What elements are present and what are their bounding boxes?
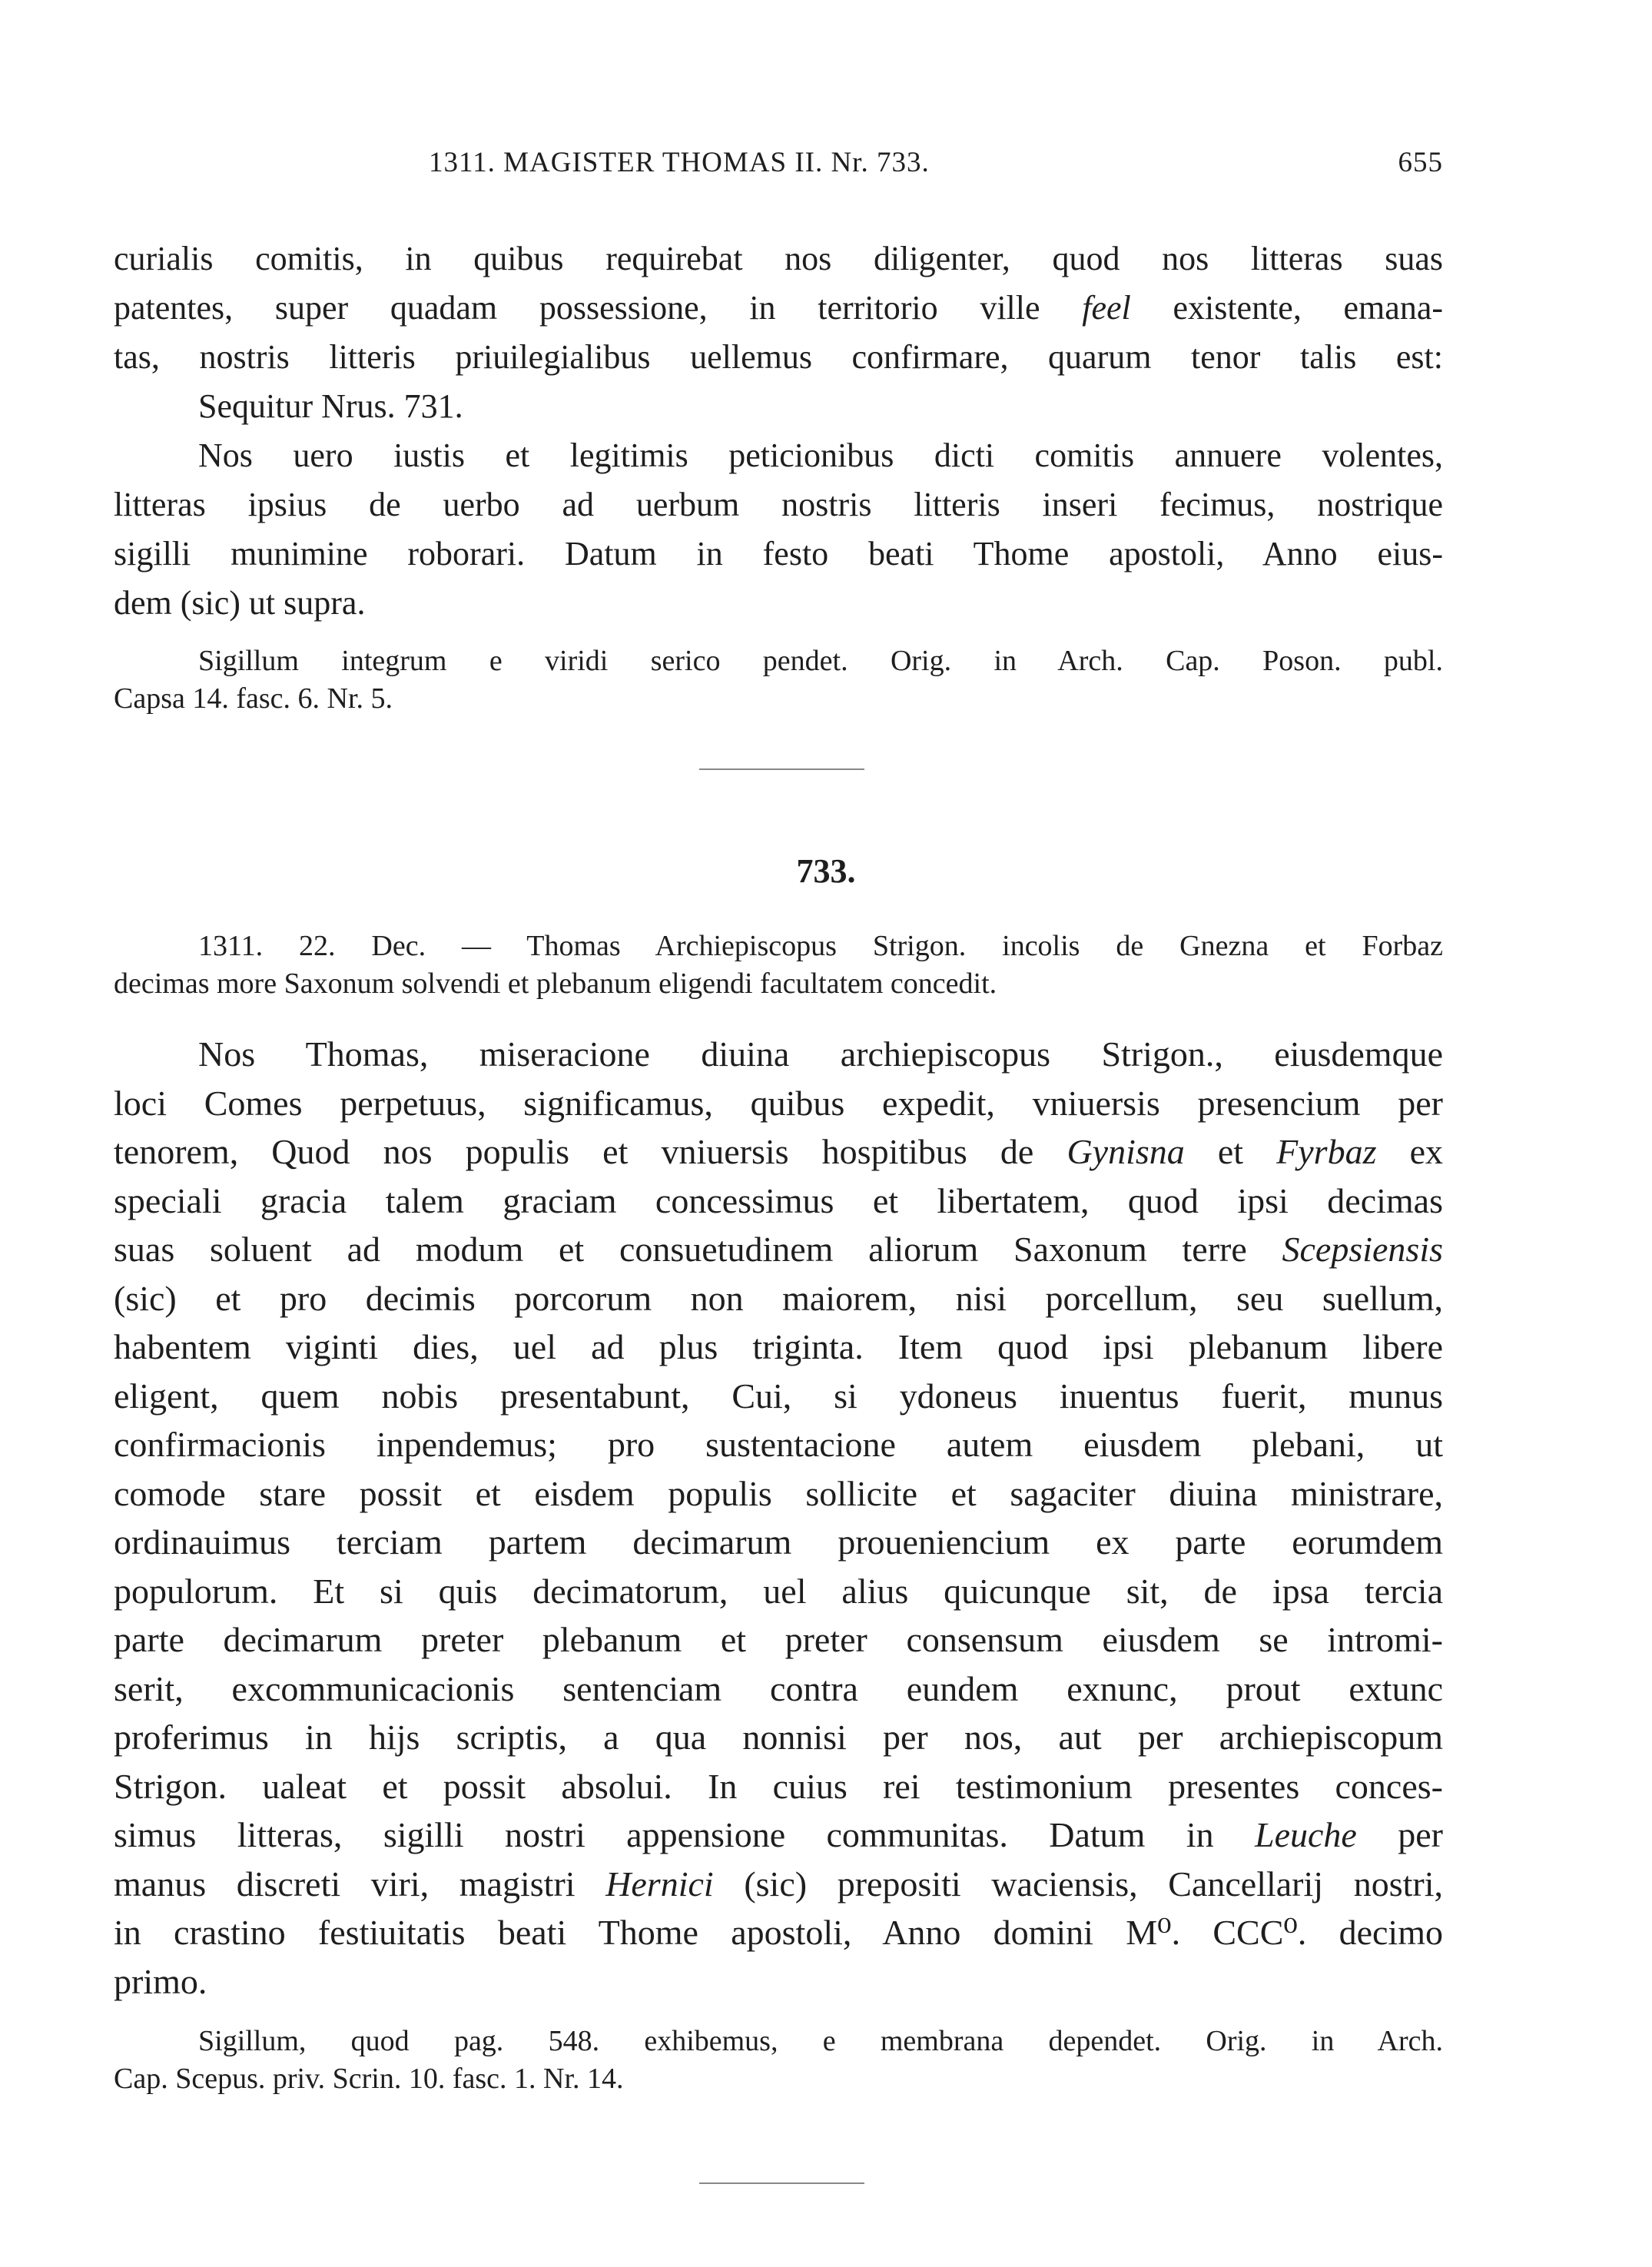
prev-document-text — [114, 234, 1443, 382]
text-line: populorum. Et si quis decimatorum, uel alius quicunque sit, de ipsa tercia — [114, 1571, 1443, 1611]
prev-document-closing — [114, 431, 1443, 628]
text-line: ordinauimus terciam partem decimarum proueniencium ex parte eorumdem — [114, 1522, 1443, 1562]
text-line: tenorem, Quod nos populis et vniuersis hospitibus de Gynisna et Fyrbaz ex — [114, 1132, 1443, 1171]
text-line: serit, excommunicacionis sentenciam contra eundem exnunc, prout extunc — [114, 1668, 1443, 1708]
section-divider — [699, 768, 864, 770]
text-line: Nos Thomas, miseracione diuina archiepiscopus Strigon., eiusdemque — [198, 1034, 1443, 1074]
text-line: loci Comes perpetuus, significamus, quibus expedit, vniuersis presencium per — [114, 1083, 1443, 1123]
text-line: manus discreti viri, magistri Hernici (sic) prepositi waciensis, Cancellarij nostri, — [114, 1864, 1443, 1904]
text-line: simus litteras, sigilli nostri appensione communitas. Datum in Leuche per — [114, 1815, 1443, 1854]
text-line: curialis comitis, in quibus requirebat nos diligenter, quod nos litteras suas — [114, 240, 1443, 277]
note-line: Cap. Scepus. priv. Scrin. 10. fasc. 1. Nr. 14. — [114, 2063, 624, 2095]
text-line: patentes, super quadam possessione, in territorio ville feel existente, emana- — [114, 289, 1443, 327]
text-line: in crastino festiuitatis beati Thome apostoli, Anno domini M⁰. CCC⁰. decimo — [114, 1913, 1443, 1952]
document-text — [114, 1030, 1443, 2006]
summary-line: decimas more Saxonum solvendi et plebanum eligendi facultatem concedit. — [114, 968, 997, 1000]
text-line: proferimus in hijs scriptis, a qua nonnisi per nos, aut per archiepiscopum — [114, 1718, 1443, 1757]
text-line: litteras ipsius de uerbo ad uerbum nostris litteris inseri fecimus, nostrique — [114, 486, 1443, 523]
text-line: Sequitur Nrus. 731. — [198, 387, 463, 425]
prev-document-note — [114, 642, 1443, 718]
text-line: suas soluent ad modum et consuetudinem aliorum Saxonum terre Scepsiensis — [114, 1230, 1443, 1269]
document-number: 733. — [796, 852, 856, 890]
text-line: eligent, quem nobis presentabunt, Cui, si ydoneus inuentus fuerit, munus — [114, 1376, 1443, 1416]
note-line: Sigillum integrum e viridi serico pendet. Orig. in Arch. Cap. Poson. publ. — [198, 645, 1443, 677]
text-line: parte decimarum preter plebanum et preter consensum eiusdem se intromi- — [114, 1620, 1443, 1659]
summary-line: 1311. 22. Dec. — Thomas Archiepiscopus Strigon. incolis de Gnezna et Forbaz — [198, 930, 1443, 962]
running-title: 1311. MAGISTER THOMAS II. Nr. 733. — [429, 147, 930, 178]
text-line: comode stare possit et eisdem populis sollicite et sagaciter diuina ministrare, — [114, 1473, 1443, 1513]
note-line: Capsa 14. fasc. 6. Nr. 5. — [114, 682, 393, 715]
text-line: dem (sic) ut supra. — [114, 584, 366, 622]
text-line: sigilli munimine roborari. Datum in festo beati Thome apostoli, Anno eius- — [114, 535, 1443, 573]
page-number: 655 — [1398, 147, 1443, 178]
section-divider — [699, 2182, 864, 2184]
text-line: speciali gracia talem graciam concessimus et libertatem, quod ipsi decimas — [114, 1180, 1443, 1220]
document-summary — [114, 928, 1443, 1003]
text-line: Nos uero iustis et legitimis peticionibus dicti comitis annuere volentes, — [198, 436, 1443, 474]
text-line: Strigon. ualeat et possit absolui. In cuius rei testimonium presentes conces- — [114, 1766, 1443, 1806]
text-line: habentem viginti dies, uel ad plus triginta. Item quod ipsi plebanum libere — [114, 1327, 1443, 1366]
text-line: confirmacionis inpendemus; pro sustentacione autem eiusdem plebani, ut — [114, 1425, 1443, 1464]
document-note — [114, 2023, 1443, 2098]
text-line: (sic) et pro decimis porcorum non maiorem, nisi porcellum, seu suellum, — [114, 1278, 1443, 1318]
running-header — [114, 146, 1443, 184]
text-line: tas, nostris litteris priuilegialibus uellemus confirmare, quarum tenor talis est: — [114, 338, 1443, 376]
text-line: primo. — [114, 1961, 207, 2001]
note-line: Sigillum, quod pag. 548. exhibemus, e membrana dependet. Orig. in Arch. — [198, 2025, 1443, 2057]
prev-document-reference — [114, 382, 1528, 431]
